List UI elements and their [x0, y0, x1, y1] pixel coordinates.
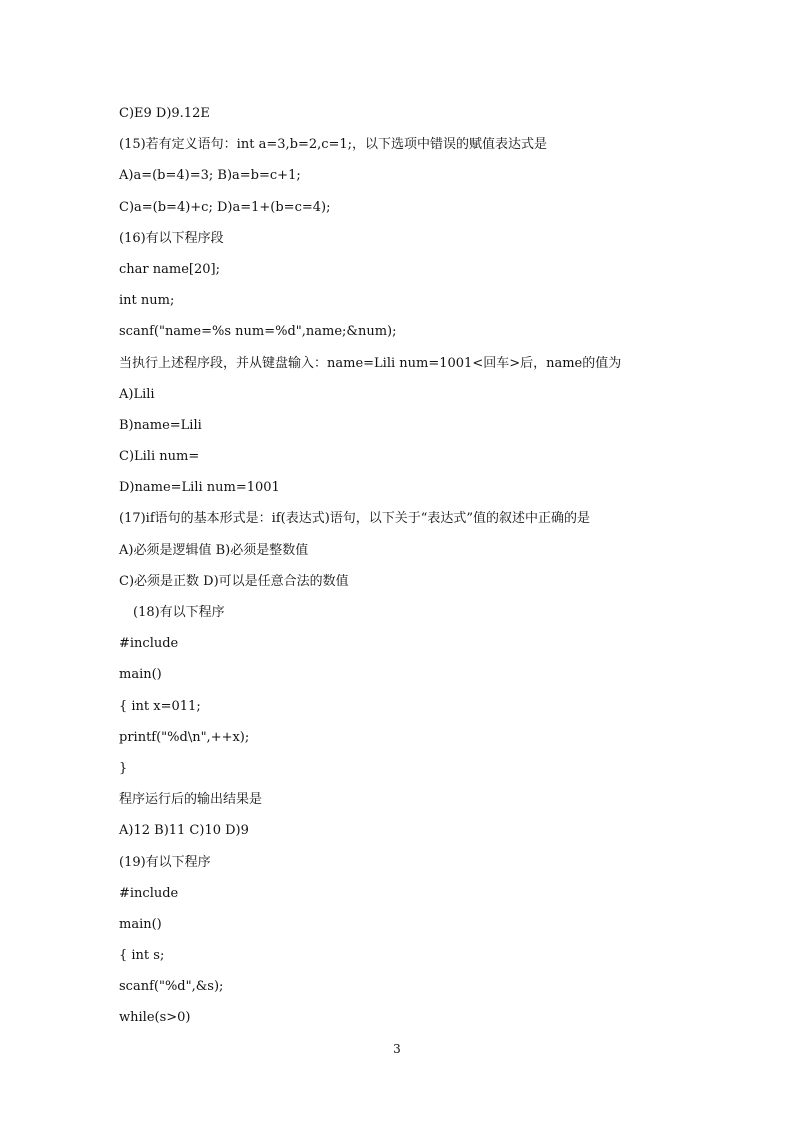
question-15: (15)若有定义语句：int a=3,b=2,c=1;，以下选项中错误的赋值表达式是 [119, 137, 548, 153]
question-18: (18)有以下程序 [133, 605, 225, 620]
option-line: C)Lili num= [119, 449, 200, 465]
code-line: while(s>0) [119, 1010, 191, 1026]
code-line: main() [119, 916, 162, 932]
question-16: (16)有以下程序段 [119, 230, 224, 246]
option-line: A)Lili [119, 386, 155, 402]
question-text: 当执行上述程序段，并从键盘输入：name=Lili num=1001<回车>后，name的值为 [119, 355, 622, 371]
option-line: A)12 B)11 C)10 D)9 [119, 823, 249, 839]
question-text: 程序运行后的输出结果是 [119, 792, 263, 808]
option-line: A)必须是逻辑值 B)必须是整数值 [119, 542, 309, 558]
question-19: (19)有以下程序 [119, 854, 211, 870]
code-line: { int x=011; [119, 698, 201, 714]
code-line: { int s; [119, 948, 165, 964]
option-line: A)a=(b=4)=3; B)a=b=c+1; [119, 168, 301, 184]
code-line: #include [119, 885, 179, 901]
code-line: scanf("%d",&s); [119, 979, 224, 995]
page-number: 3 [393, 1042, 401, 1056]
page-content [119, 103, 719, 1039]
option-line: D)name=Lili num=1001 [119, 480, 280, 496]
code-line: main() [119, 667, 162, 683]
option-line: B)name=Lili [119, 417, 202, 433]
option-line: C)a=(b=4)+c; D)a=1+(b=c=4); [119, 199, 331, 215]
code-line: printf("%d\n",++x); [119, 729, 250, 745]
question-17: (17)if语句的基本形式是：if(表达式)语句，以下关于“表达式”值的叙述中正确的是 [119, 511, 591, 527]
code-line: #include [119, 636, 179, 652]
code-line: } [119, 760, 128, 776]
option-line: C)必须是正数 D)可以是任意合法的数值 [119, 573, 349, 589]
option-line: C)E9 D)9.12E [119, 106, 210, 121]
code-line: scanf("name=%s num=%d",name;&num); [119, 324, 397, 340]
code-line: char name[20]; [119, 261, 220, 277]
code-line: int num; [119, 293, 175, 309]
